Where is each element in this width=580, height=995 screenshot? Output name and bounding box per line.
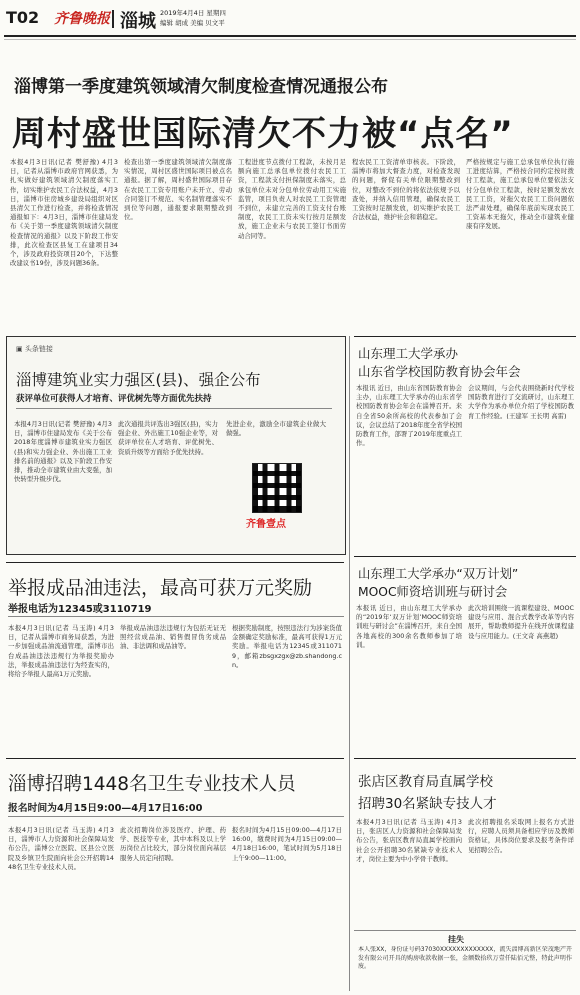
story3-column-1: 本报4月3日讯(记者 马玉涛) 4月3日，淄博市人力资源和社会保障局发布公告，淄博公立医院、区县公立医院及乡镇卫生院面向社会公开招聘1448名卫生专业技术人员。 xyxy=(8,826,114,871)
lead-column-3: 工程进度节点拨付工程款，未按月足额向施工总承包单位拨付农民工工资，工程款支付担保制度未落实，总承包单位未对分包单位劳动用工实施监管，项目负责人对农民工工资管理不到位，未建立完善的工资支付台账制度，农民工工资未实行按月足额发放，施工企业未与农民工签订书面劳动合同等。 xyxy=(238,158,346,240)
page-number: T02 xyxy=(6,8,40,27)
lead-column-2: 检查出第一季度建筑领域清欠制度落实情况，周村区盛世国际项目被点名通报。据了解，周村盛世国际项目存在农民工工资专用账户未开立、劳动合同签订不规范、实名制管理落实不到位等问题，通报要求限期整改到位。 xyxy=(124,158,232,222)
right-s1-headline-1: 山东理工大学承办 xyxy=(358,346,459,361)
right-s2-headline-2: MOOC师资培训班与研讨会 xyxy=(358,585,508,599)
story3-column-3: 报名时间为4月15日09:00—4月17日16:00，缴费时间为4月15日09:00—4月18日16:00，笔试时间为5月18日上午9:00—11:00。 xyxy=(232,826,342,862)
lead-headline: 周村盛世国际清欠不力被“点名” xyxy=(12,114,514,154)
right-s1-column-1: 本报讯 近日，由山东省国防教育协会主办，山东理工大学承办的山东省学校国防教育协会年会在淄博召开。来自全省50余所高校的代表参加了会议，会议总结了2018年度全省学校国防教育工作，部署了2019年度重点工作。 xyxy=(356,384,462,448)
story3-column-2: 此次招聘岗位涉及医疗、护理、药学、医技等专业，其中本科及以上学历岗位占比较大，部分岗位面向基层服务人员定向招聘。 xyxy=(120,826,226,862)
issue-date: 2019年4月4日 星期四 xyxy=(160,9,226,17)
right-s3-column-1: 本报4月3日讯(记者 马玉涛) 4月3日，张店区人力资源和社会保障局发布公告，张店区教育局直属学校面向社会公开招聘30名紧缺专业技术人才，岗位主要为中小学骨干教师。 xyxy=(356,818,462,863)
story3-headline: 淄博招聘1448名卫生专业技术人员 xyxy=(8,774,296,795)
link-box-tag-text: 头条链接 xyxy=(24,345,53,353)
lead-column-1: 本报4月3日讯(记者 樊舒豫) 4月3日，记者从淄博市政府官网获悉，为扎实做好建筑领域清欠制度落实工作，切实维护农民工合法权益，4月3日，淄博市住房城乡建设局组织对区县清欠工作进行检查，并将检查情况通报如下：4月3日，淄博市住建局发布《关于第一季度建筑领域清欠制度检查情况的通报》以及下阶段工作安排，此次检查区县复工在建项目34个，涉及政府投资项目20个，下达整改建议书19份，涉及问题36条。 xyxy=(10,158,118,268)
right-s2-column-1: 本报讯 近日，由山东理工大学承办的“2019年‘双万计划’MOOC师资培训班与研讨会”在淄博召开，来自全国各地高校的300余名教师参加了培训。 xyxy=(356,604,462,649)
right-s3-column-2: 此次招聘报名采取网上报名方式进行，应聘人员须具备相应学历及教师资格证，具体岗位要求及报考条件详见招聘公告。 xyxy=(468,818,574,854)
box-column-2: 此次通报共评选出3强区(县)，实力强企业、外出施工10强企业等，对获评单位在人才培育、评优树先、资质升级等方面给予优先扶持。 xyxy=(118,420,218,456)
right-s3-headline-2: 招聘30名紧缺专技人才 xyxy=(358,796,497,812)
right-s2-rule xyxy=(354,556,576,557)
notice-title: 挂失 xyxy=(448,935,464,944)
story2-subhead: 举报电话为12345或3110719 xyxy=(8,604,152,615)
notice-rule xyxy=(354,930,576,931)
masthead-thin-rule xyxy=(4,39,576,40)
box-column-1: 本报4月3日讯(记者 樊舒豫) 4月3日，淄博市住建局发布《关于公布2018年度淄博市建筑业实力强区(县)和实力强企业、外出施工工业排名前的通报》以及下阶段工作安排，推动全市建筑业由大变强，加快转型升级步伐。 xyxy=(14,420,112,484)
right-s2-column-2: 此次培训围绕一流课程建设、MOOC建设与应用、混合式教学改革等内容展开，帮助教师提升在线开放课程建设与应用能力。(王文奇 高燕超) xyxy=(468,604,574,640)
right-s2-headline-1: 山东理工大学承办“双万计划” xyxy=(358,567,519,581)
right-s1-column-2: 会议期间，与会代表围绕新时代学校国防教育进行了交流研讨，山东理工大学作为承办单位介绍了学校国防教育工作经验。(王建军 王长明 高雷) xyxy=(468,384,574,420)
box-sub-rule xyxy=(16,408,332,409)
box-subhead: 获评单位可获得人才培育、评优树先等方面优先扶持 xyxy=(16,394,212,404)
qr-caption: 齐鲁壹点 xyxy=(246,519,286,530)
masthead-rule xyxy=(4,35,576,37)
right-s3-rule xyxy=(354,758,576,759)
story3-top-rule xyxy=(6,758,344,759)
paper-name: 齐鲁晚报 xyxy=(54,11,110,27)
box-column-4: 先进企业，激励全市建筑企业做大做强。 xyxy=(226,420,326,438)
story2-column-2: 举报成品油违法违规行为包括无证无照经营成品油、销售假冒伪劣成品油、非法调和成品油等。 xyxy=(120,624,226,651)
story2-sub-rule xyxy=(8,616,344,617)
section-name: 淄城 xyxy=(120,11,156,32)
right-s1-rule xyxy=(354,336,576,337)
qr-code xyxy=(252,463,302,513)
box-headline: 淄博建筑业实力强区(县)、强企公布 xyxy=(16,371,261,389)
notice-text: 本人张XX，身份证号码37030XXXXXXXXXXXXX，流失淄博高新区荣茂地产开发有限公司开具的购房收款收据一张，金额数拾玖万壹仟陆佰元整，特此声明作废。 xyxy=(358,946,572,971)
story2-column-1: 本报4月3日讯(记者 马玉涛) 4月3日，记者从淄博市商务局获悉，为进一步加强成品油流通管理，淄博市出台成品油违法违规行为举报奖励办法，举报成品油违法行为经查实的，将给予举报人最高1万元奖励。 xyxy=(8,624,114,679)
right-s3-headline-1: 张店区教育局直属学校 xyxy=(358,774,493,790)
story2-column-3: 根据奖励制度，按照违法行为涉案货值金额确定奖励标准，最高可获得1万元奖励。举报电话为12345或3110719，邮箱zbsgxzgx@zb.shandong.cn。 xyxy=(232,624,342,669)
lead-kicker: 淄博第一季度建筑领域清欠制度检查情况通报公布 xyxy=(14,77,388,97)
link-box-tag: ▣ 头条链接 xyxy=(16,345,53,353)
section-divider xyxy=(112,10,114,28)
right-column-divider xyxy=(349,336,350,991)
story3-sub-rule xyxy=(8,816,344,817)
story3-subhead: 报名时间为4月15日9:00—4月17日16:00 xyxy=(8,803,203,814)
right-s1-headline-2: 山东省学校国防教育协会年会 xyxy=(358,364,521,379)
editors-credit: 编辑 胡成 美编 贝文平 xyxy=(160,19,225,27)
lead-column-4: 程农民工工资清单审核表。下阶段，淄博市将加大督查力度，对检查发现的问题，督促有关单位限期整改到位，对整改不到位的将依法依规予以查处，并纳入信用管理，确保农民工工资按时足额发放，切实维护农民工合法权益，维护社会和谐稳定。 xyxy=(352,158,460,222)
lead-column-5: 严格按规定与施工总承包单位执行施工进度结算，严格按合同约定按时拨付工程款，施工总承包单位要依法支付分包单位工程款，按时足额发放农民工工资，对拖欠农民工工资问题依法严肃处理，确保年底前实现农民工工资基本无拖欠，推动全市建筑业健康有序发展。 xyxy=(466,158,574,231)
story2-headline: 举报成品油违法，最高可获万元奖励 xyxy=(8,577,313,599)
story2-top-rule xyxy=(6,562,344,563)
